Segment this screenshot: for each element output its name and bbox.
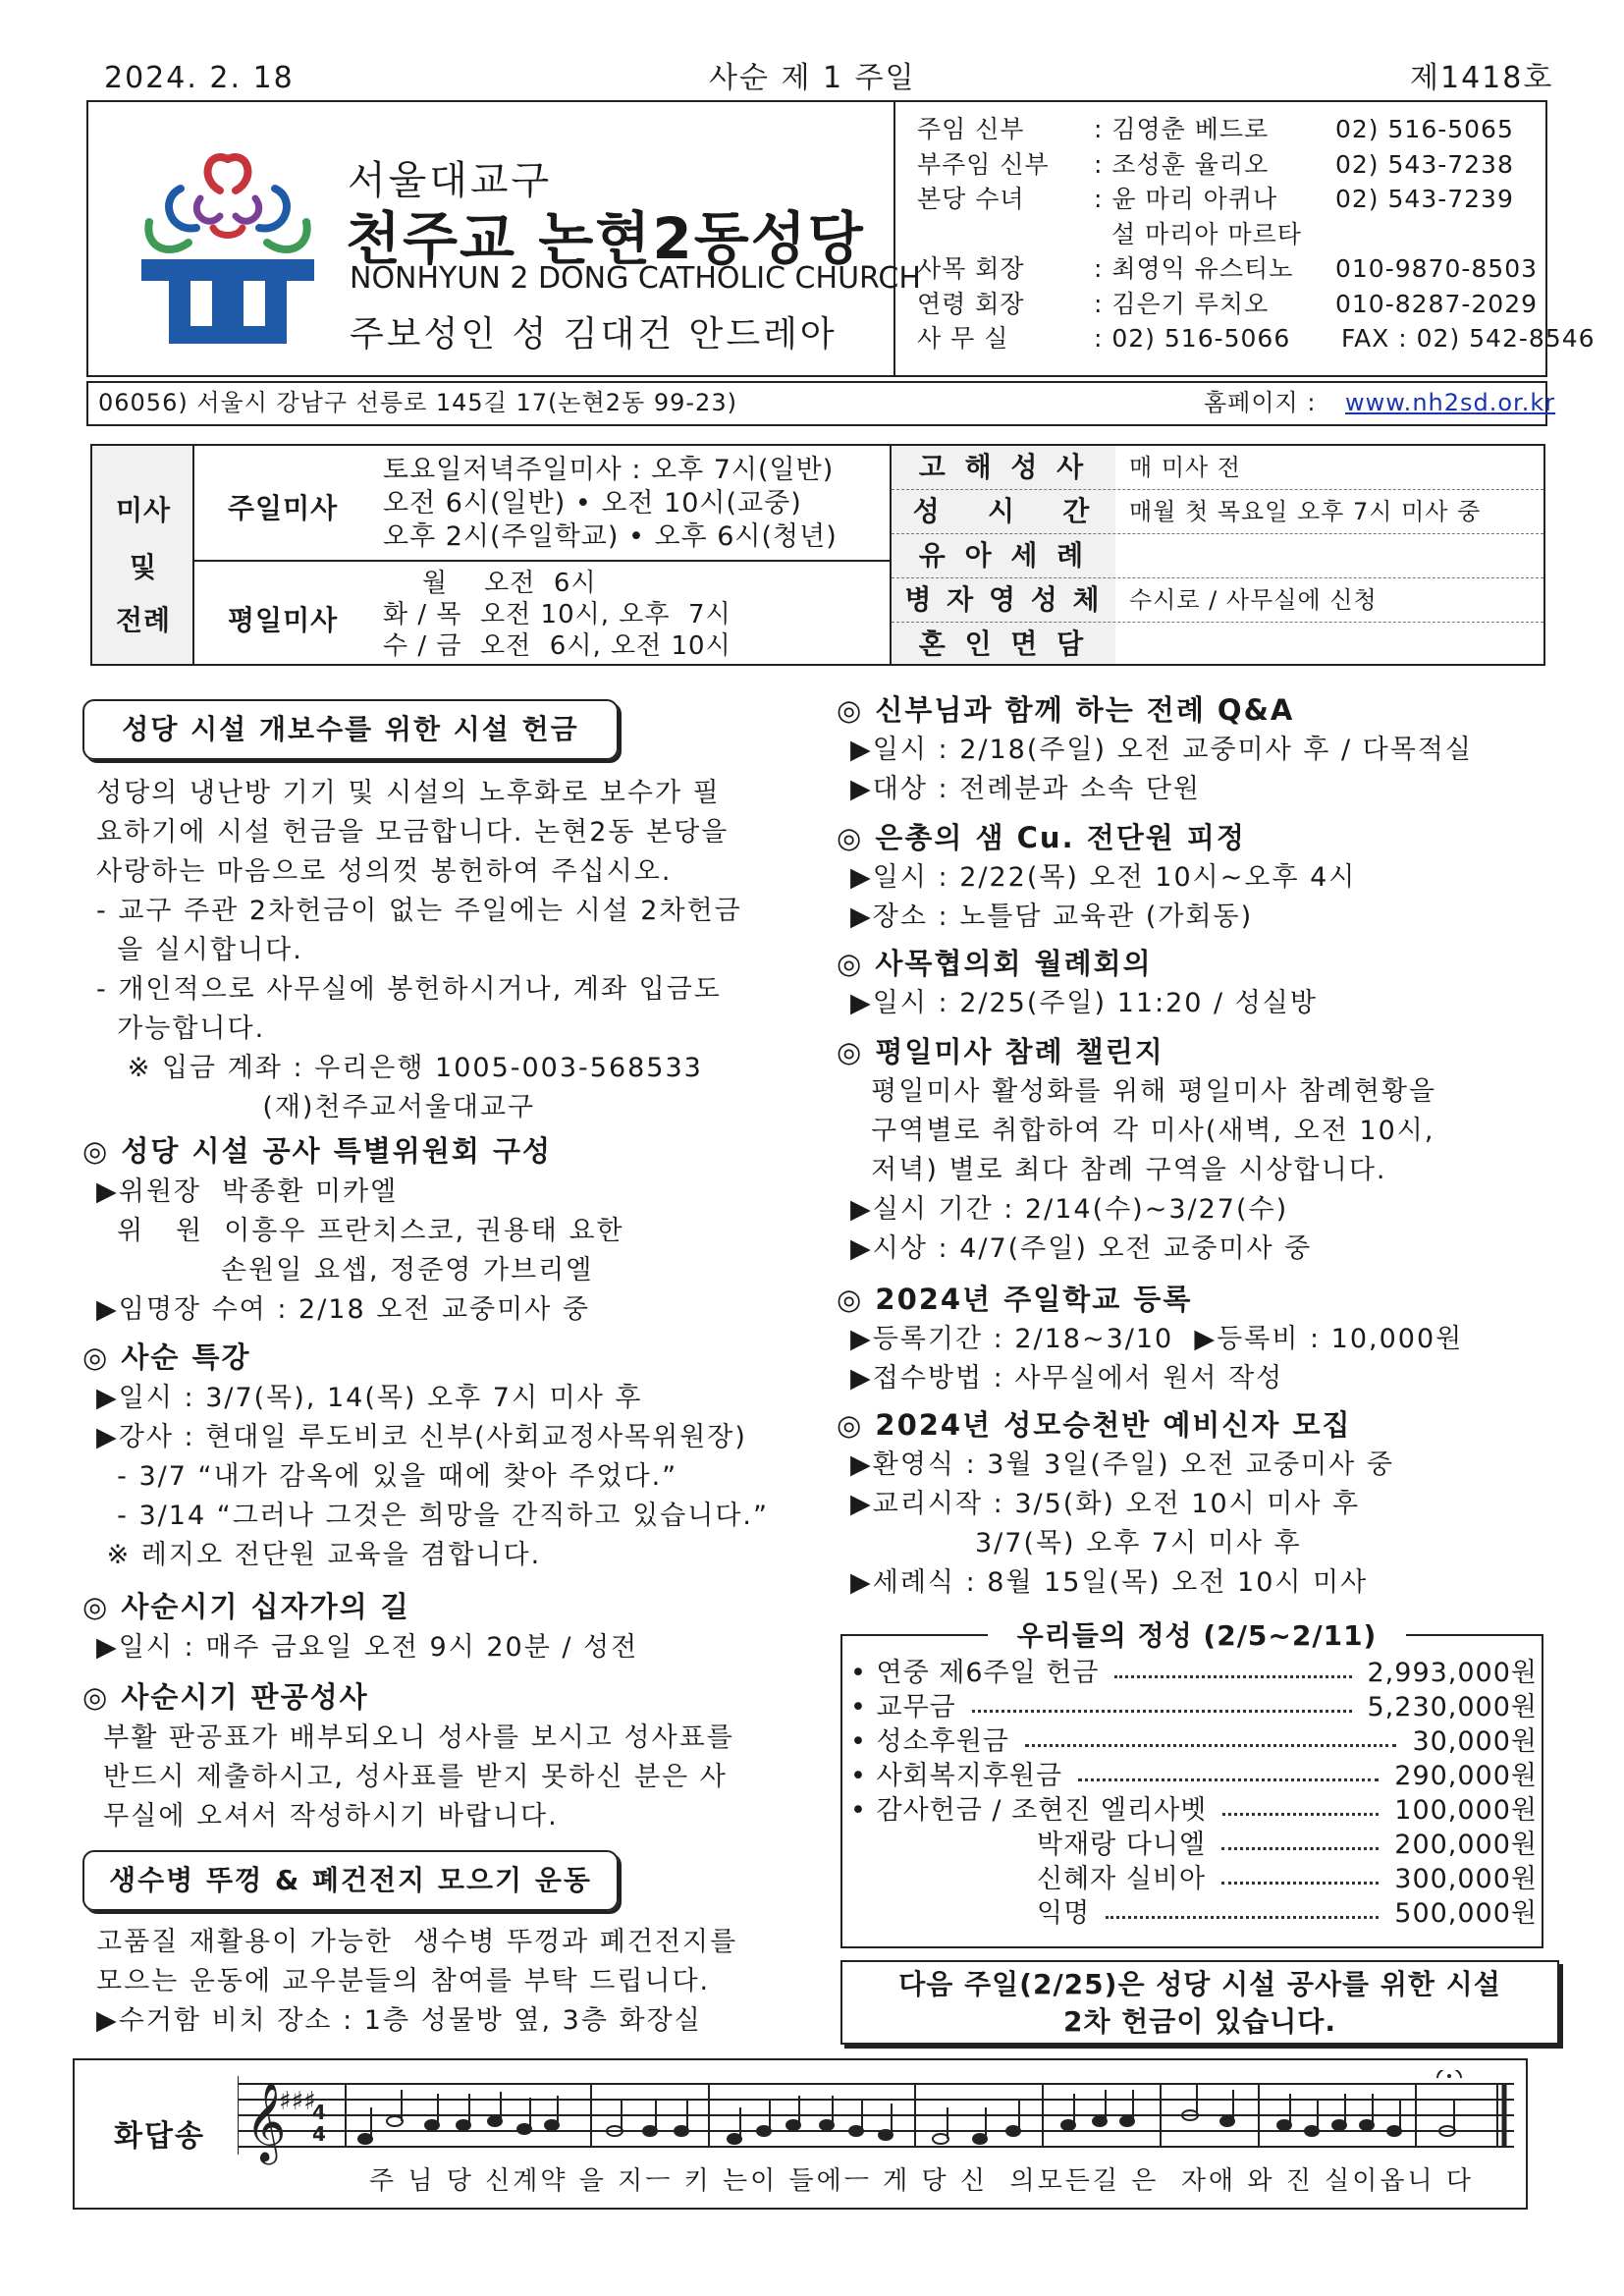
mass-and-label: 및	[130, 551, 158, 583]
sunday-mass-label: 주일미사	[228, 492, 339, 524]
weekday-challenge-title: ◎ 평일미사 참례 챌린지	[837, 1035, 1164, 1068]
offering-row: • 교무금 5,230,000원	[850, 1692, 1538, 1722]
parish-address: 06056) 서울시 강남구 선릉로 145길 17(논현2동 99-23)	[98, 389, 737, 416]
stations-title: ◎ 사순시기 십자가의 길	[82, 1590, 410, 1623]
next-week-notice: 다음 주일(2/25)은 성당 시설 공사를 위한 시설 2차 헌금이 있습니다.	[840, 1960, 1559, 2045]
offering-row: 박재랑 다니엘 200,000원	[1037, 1830, 1538, 1860]
staff-row: 사 무 실 : 02) 516-5066 FAX : 02) 542-8546	[917, 324, 1596, 353]
staff-row: 본당 수녀 : 윤 마리 아퀴나 02) 543-7239	[917, 185, 1514, 213]
sacrament-row: 성 시 간 매월 첫 목요일 오후 7시 미사 중	[892, 490, 1543, 534]
facility-offering-tag: 성당 시설 개보수를 위한 시설 헌금	[82, 699, 619, 760]
offering-row: 신혜자 실비아 300,000원	[1037, 1864, 1538, 1894]
svg-text:♯♯♯: ♯♯♯	[279, 2087, 316, 2116]
facility-offering-text: 성당의 냉난방 기기 및 시설의 노후화로 보수가 필 요하기에 시설 헌금을 모금합니다. 논현2동 본당을 사랑하는 마음으로 성의껏 봉헌하여 주십시오. - 교구 주관 2차헌금이 없는 주일에는 시설 2차헌금 을 실시합니다. - 개인적으로 사무실에 봉헌하시거나, 계좌 입금도 가능합니다. ※ 입금 계좌 : 우리은행 1005-003-568533 (재)천주교서울대교구	[96, 778, 742, 1122]
lent-lecture-section: ◎ 사순 특강 ▶일시 : 3/7(목), 14(목) 오후 7시 미사 후 ▶강사 : 현대일 루도비코 신부(사회교정사목위원장) - 3/7 “내가 감옥에 있을 때에 찾아 주었다.” - 3/14 “그러나 그것은 희망을 간직하고 있습니다.” ※ 레지오 전단원 교육을 겸합니다.	[82, 1336, 769, 1575]
weekday-mass-times: 월 오전 6시 화 / 목 오전 10시, 오후 7시 수 / 금 오전 6시, 오전 10시	[383, 569, 731, 661]
sacrament-row: 혼 인 면 담	[918, 628, 1089, 660]
staff-row: 주임 신부 : 김영춘 베드로 02) 516-5065	[917, 115, 1514, 143]
patron-saint: 주보성인 성 김대건 안드레아	[350, 314, 838, 355]
sunday-school-title: ◎ 2024년 주일학교 등록	[837, 1283, 1193, 1316]
weekday-challenge-section: ◎ 평일미사 참례 챌린지 평일미사 활성화를 위해 평일미사 참례현황을 구역별로 취합하여 각 미사(새벽, 오전 10시, 저녁) 별로 최다 참례 구역을 시상합니다. ▶실시 기간 : 2/14(수)~3/27(수) ▶시상 : 4/7(주일) 오전 교중미사 중	[837, 1031, 1436, 1269]
weekday-mass-label: 평일미사	[228, 604, 339, 636]
svg-text:𝄞: 𝄞	[245, 2081, 287, 2161]
offering-row: • 감사헌금 / 조현진 엘리사벳 100,000원	[850, 1795, 1538, 1826]
committee-title: ◎ 성당 시설 공사 특별위원회 구성	[82, 1134, 552, 1168]
catechumen-title: ◎ 2024년 성모승천반 예비신자 모집	[837, 1408, 1352, 1442]
staff-list	[917, 112, 1596, 356]
liturgy-qa-title: ◎ 신부님과 함께 하는 전례 Q&A	[837, 693, 1295, 727]
parish-logo	[130, 139, 326, 346]
staff-row: 설 마리아 마르타	[1111, 219, 1302, 248]
offerings-title: 우리들의 정성 (2/5~2/11)	[988, 1614, 1406, 1654]
staff-row: 부주임 신부 : 조성훈 율리오 02) 543-7238	[917, 149, 1514, 179]
liturgy-qa-section: ◎ 신부님과 함께 하는 전례 Q&A ▶일시 : 2/18(주일) 오전 교중미사 후 / 다목적실 ▶대상 : 전례분과 소속 단원	[837, 689, 1473, 809]
offering-row: 익명 500,000원	[1037, 1898, 1538, 1929]
catechumen-section: ◎ 2024년 성모승천반 예비신자 모집 ▶환영식 : 3월 3일(주일) 오전 교중미사 중 ▶교리시작 : 3/5(화) 오전 10시 미사 후 3/7(목) 오후 7시 미사 후 ▶세례식 : 8월 15일(목) 오전 10시 미사	[837, 1404, 1394, 1603]
mass-label: 미사	[116, 494, 172, 526]
sacraments-list	[892, 446, 1543, 666]
retreat-title: ◎ 은총의 샘 Cu. 전단원 피정	[837, 821, 1246, 854]
retreat-section: ◎ 은총의 샘 Cu. 전단원 피정 ▶일시 : 2/22(목) 오전 10시~오후 4시 ▶장소 : 노틀담 교육관 (가회동)	[837, 817, 1356, 937]
confession-section: ◎ 사순시기 판공성사 부활 판공표가 배부되오니 성사를 보시고 성사표를 반드시 제출하시고, 성사표를 받지 못하신 분은 사 무실에 오셔서 작성하시기 바랍니다.	[82, 1675, 734, 1836]
diocese-name: 서울대교구	[348, 158, 553, 203]
staff-row: 연령 회장 : 김은기 루치오 010-8287-2029	[917, 289, 1539, 318]
committee-section: ◎ 성당 시설 공사 특별위원회 구성 ▶위원장 박종환 미카엘 위 원 이흥우 프란치스코, 권용태 요한 손원일 요셉, 정준영 가브리엘 ▶임명장 수여 : 2/18 오전 교중미사 중	[82, 1129, 624, 1330]
lent-lecture-title: ◎ 사순 특강	[82, 1340, 251, 1374]
svg-text:4: 4	[312, 2122, 326, 2146]
stations-section: ◎ 사순시기 십자가의 길 ▶일시 : 매주 금요일 오전 9시 20분 / 성전	[82, 1585, 638, 1667]
offering-row: • 사회복지후원금 290,000원	[850, 1761, 1538, 1791]
confession-title: ◎ 사순시기 판공성사	[82, 1680, 369, 1714]
staff-row: 사목 회장 : 최영익 유스티노 010-9870-8503	[917, 254, 1539, 283]
issue-number: 제1418호	[1410, 61, 1554, 95]
sunday-school-section: ◎ 2024년 주일학교 등록 ▶등록기간 : 2/18~3/10 ▶등록비 : 10,000원 ▶접수방법 : 사무실에서 원서 작성	[837, 1279, 1463, 1398]
sunday-mass-times: 토요일저녁주일미사 : 오후 7시(일반) 오전 6시(일반) • 오전 10시(교중) 오후 2시(주일학교) • 오후 6시(청년)	[383, 455, 838, 552]
homepage-label: 홈페이지 :	[1204, 389, 1317, 416]
parish-name-english: NONHYUN 2 DONG CATHOLIC CHURCH	[350, 261, 921, 296]
liturgical-season: 사순 제 1 주일	[709, 61, 916, 95]
offering-row: • 연중 제6주일 헌금 2,993,000원	[850, 1658, 1538, 1688]
recycling-tag: 생수병 뚜껑 & 폐건전지 모으기 운동	[82, 1850, 619, 1911]
psalm-lyrics: 주 님 당 신계약 을 지ㅡ 키 는이 들에ㅡ 게 당 신 의모든길 은 자애 와 진 실이옵니 다	[369, 2166, 1475, 2196]
offerings-list	[850, 1656, 1538, 1931]
parish-name: 천주교 논현2동성당	[346, 205, 865, 272]
council-section: ◎ 사목협의회 월례회의 ▶일시 : 2/25(주일) 11:20 / 성실방	[837, 943, 1318, 1023]
liturgy-label: 전례	[116, 604, 172, 636]
recycling-text: 고품질 재활용이 가능한 생수병 뚜껑과 폐건전지를 모으는 운동에 교우분들의 참여를 부탁 드립니다. ▶수거함 비치 장소 : 1층 성물방 옆, 3층 화장실	[96, 1927, 738, 2036]
psalm-label: 화답송	[114, 2119, 205, 2154]
svg-text:4: 4	[312, 2101, 326, 2124]
sacrament-row: 병 자 영 성 체 수시로 / 사무실에 신청	[892, 578, 1543, 623]
homepage-link[interactable]: www.nh2sd.or.kr	[1345, 389, 1556, 416]
council-title: ◎ 사목협의회 월례회의	[837, 947, 1153, 980]
issue-date: 2024. 2. 18	[104, 61, 295, 95]
sacrament-row: 고 해 성 사 매 미사 전	[892, 446, 1543, 490]
sacrament-row: 유 아 세 례	[892, 534, 1543, 578]
offering-row: • 성소후원금 30,000원	[850, 1726, 1538, 1757]
